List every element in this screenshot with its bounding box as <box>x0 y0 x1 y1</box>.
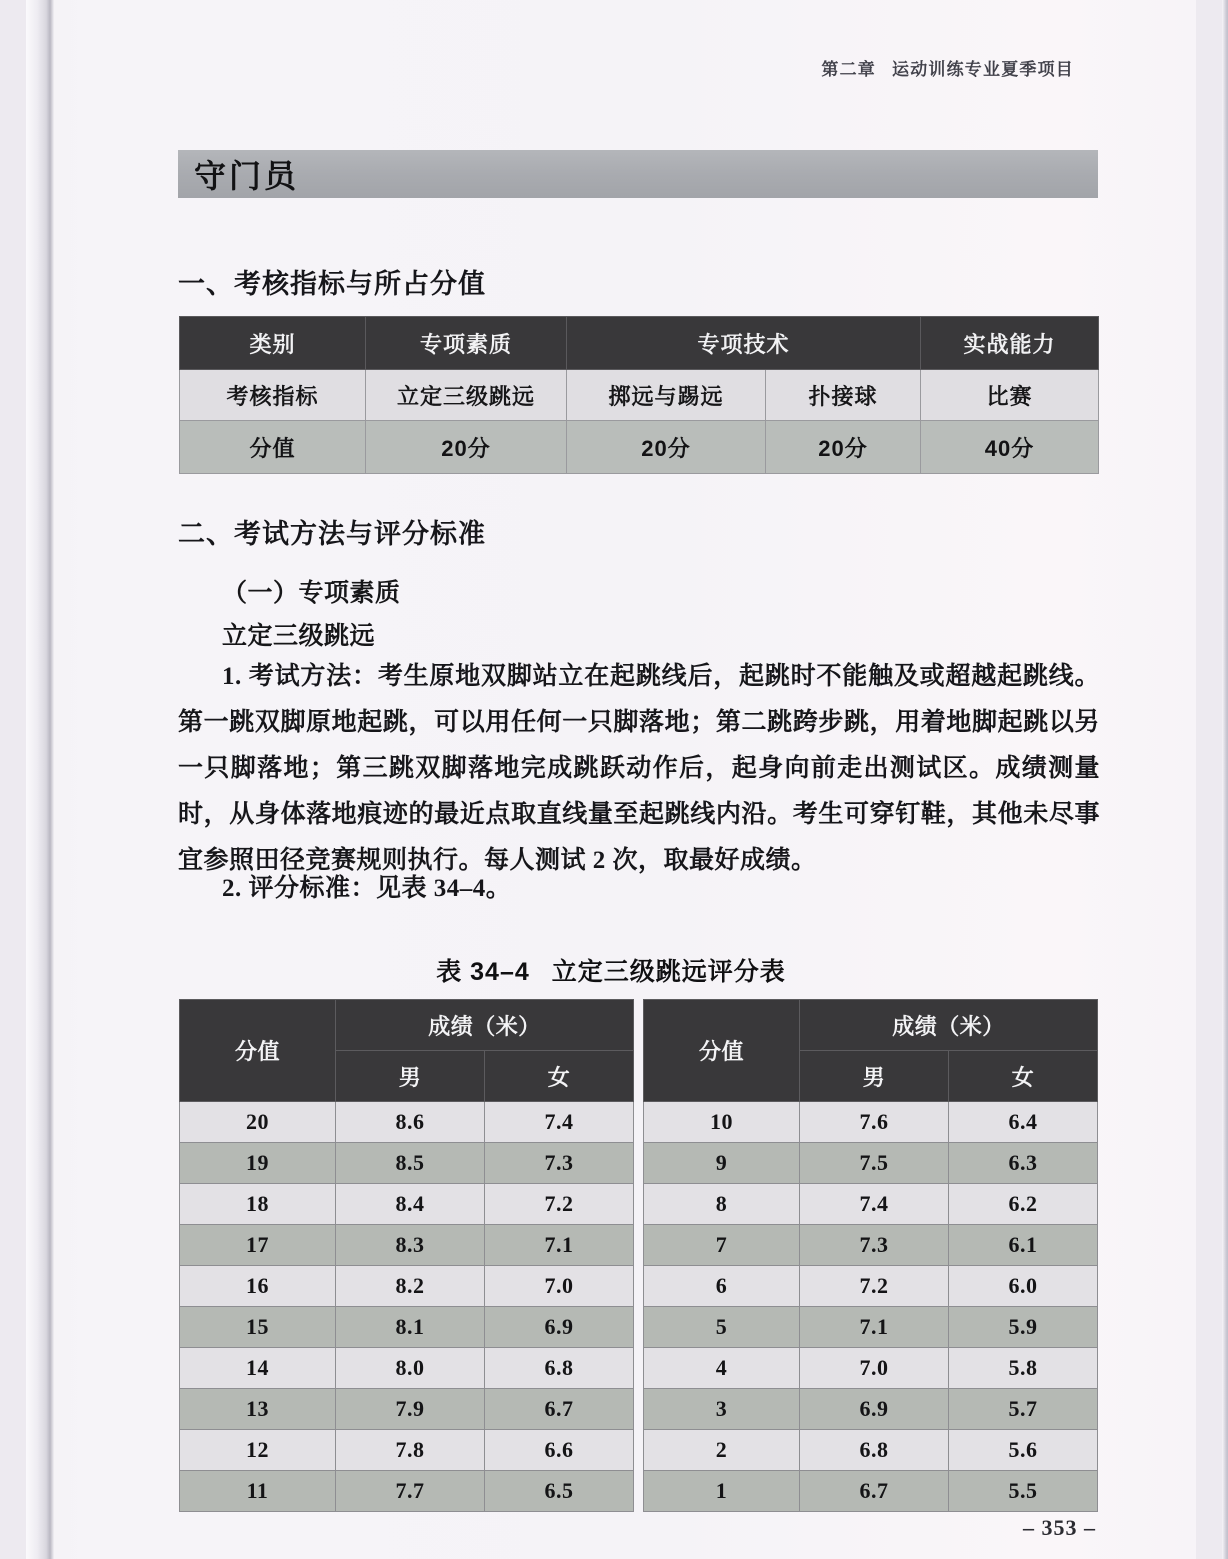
cell-score: 19 <box>180 1143 336 1184</box>
cell-female: 6.5 <box>485 1471 634 1512</box>
cell-special-quality: 专项素质 <box>366 317 567 370</box>
event-name-label: 立定三级跳远 <box>222 623 376 650</box>
running-header <box>821 55 1074 80</box>
cell-special-technique: 专项技术 <box>567 317 921 370</box>
table-row <box>180 317 1099 370</box>
header-result: 成绩（米） <box>336 1000 634 1051</box>
cell-male: 8.0 <box>336 1348 485 1389</box>
cell-female: 7.3 <box>485 1143 634 1184</box>
cell-male: 6.8 <box>800 1430 949 1471</box>
page-edge-right <box>1222 0 1228 1559</box>
cell-female: 6.9 <box>485 1307 634 1348</box>
cell-female: 5.5 <box>949 1471 1098 1512</box>
running-header-chapter: 第二章 <box>821 60 876 79</box>
cell-score: 8 <box>644 1184 800 1225</box>
cell-female: 6.7 <box>485 1389 634 1430</box>
cell-match-ability: 实战能力 <box>921 317 1099 370</box>
section-heading-2: 二、考试方法与评分标准 <box>178 519 486 549</box>
cell-male: 7.0 <box>800 1348 949 1389</box>
cell-female: 5.9 <box>949 1307 1098 1348</box>
score-table-right <box>643 999 1098 1512</box>
cell-score: 5 <box>644 1307 800 1348</box>
cell-male: 8.2 <box>336 1266 485 1307</box>
cell-female: 5.8 <box>949 1348 1098 1389</box>
header-score: 分值 <box>180 1000 336 1102</box>
cell-female: 6.2 <box>949 1184 1098 1225</box>
cell-female: 7.4 <box>485 1102 634 1143</box>
caption-number: 表 34–4 <box>436 958 530 986</box>
cell-points-catching: 20分 <box>766 421 921 474</box>
page-edge-left <box>26 0 54 1559</box>
cell-indicator-label: 考核指标 <box>180 370 366 421</box>
table-row <box>644 1471 1098 1512</box>
cell-male: 8.5 <box>336 1143 485 1184</box>
cell-indicator-match: 比赛 <box>921 370 1099 421</box>
score-table-left-body <box>180 1102 634 1512</box>
cell-points-throw-kick: 20分 <box>567 421 766 474</box>
cell-female: 6.3 <box>949 1143 1098 1184</box>
cell-male: 7.9 <box>336 1389 485 1430</box>
header-female: 女 <box>949 1051 1098 1102</box>
table-header-row <box>180 1000 634 1051</box>
cell-male: 6.9 <box>800 1389 949 1430</box>
cell-indicator-catching: 扑接球 <box>766 370 921 421</box>
page-title: 守门员 <box>194 158 300 194</box>
table-row <box>644 1430 1098 1471</box>
score-table-right-body <box>644 1102 1098 1512</box>
table-row <box>180 370 1099 421</box>
table-row <box>644 1143 1098 1184</box>
cell-points-match: 40分 <box>921 421 1099 474</box>
cell-male: 7.7 <box>336 1471 485 1512</box>
cell-female: 6.4 <box>949 1102 1098 1143</box>
cell-female: 7.0 <box>485 1266 634 1307</box>
cell-score: 10 <box>644 1102 800 1143</box>
score-tables-container <box>179 999 1098 1512</box>
cell-indicator-throw-kick: 掷远与踢远 <box>567 370 766 421</box>
table-row <box>180 1184 634 1225</box>
cell-male: 7.6 <box>800 1102 949 1143</box>
cell-male: 7.5 <box>800 1143 949 1184</box>
section-heading-1: 一、考核指标与所占分值 <box>178 269 486 299</box>
score-table-caption <box>26 952 1196 988</box>
table-row <box>180 1266 634 1307</box>
header-score: 分值 <box>644 1000 800 1102</box>
cell-female: 6.8 <box>485 1348 634 1389</box>
cell-male: 8.4 <box>336 1184 485 1225</box>
table-row <box>644 1102 1098 1143</box>
cell-male: 6.7 <box>800 1471 949 1512</box>
cell-female: 6.0 <box>949 1266 1098 1307</box>
cell-score: 17 <box>180 1225 336 1266</box>
subsection-heading: （一）专项素质 <box>222 579 401 607</box>
cell-score: 2 <box>644 1430 800 1471</box>
table-row <box>180 1348 634 1389</box>
cell-score: 9 <box>644 1143 800 1184</box>
cell-score: 3 <box>644 1389 800 1430</box>
score-table-left <box>179 999 634 1512</box>
cell-score: 18 <box>180 1184 336 1225</box>
table-row <box>644 1266 1098 1307</box>
table-row <box>180 1430 634 1471</box>
cell-male: 7.3 <box>800 1225 949 1266</box>
header-female: 女 <box>485 1051 634 1102</box>
table-row <box>644 1389 1098 1430</box>
table-row <box>180 421 1099 474</box>
cell-female: 5.7 <box>949 1389 1098 1430</box>
cell-female: 5.6 <box>949 1430 1098 1471</box>
table-row <box>180 1471 634 1512</box>
table-row <box>180 1307 634 1348</box>
table-row <box>644 1225 1098 1266</box>
cell-male: 7.2 <box>800 1266 949 1307</box>
cell-score: 7 <box>644 1225 800 1266</box>
table-row <box>180 1225 634 1266</box>
cell-points-triple-jump: 20分 <box>366 421 567 474</box>
cell-male: 7.8 <box>336 1430 485 1471</box>
cell-score: 4 <box>644 1348 800 1389</box>
cell-score: 6 <box>644 1266 800 1307</box>
page-number: – 353 – <box>1023 1515 1096 1540</box>
cell-male: 7.1 <box>800 1307 949 1348</box>
running-header-title: 运动训练专业夏季项目 <box>892 60 1074 79</box>
cell-male: 8.1 <box>336 1307 485 1348</box>
cell-score: 13 <box>180 1389 336 1430</box>
cell-score: 12 <box>180 1430 336 1471</box>
cell-score: 1 <box>644 1471 800 1512</box>
cell-score: 16 <box>180 1266 336 1307</box>
header-male: 男 <box>800 1051 949 1102</box>
cell-score: 11 <box>180 1471 336 1512</box>
cell-points-label: 分值 <box>180 421 366 474</box>
cell-female: 7.2 <box>485 1184 634 1225</box>
cell-male: 8.3 <box>336 1225 485 1266</box>
table-row <box>644 1307 1098 1348</box>
header-result: 成绩（米） <box>800 1000 1098 1051</box>
paragraph-test-method: 1. 考试方法：考生原地双脚站立在起跳线后，起跳时不能触及或超越起跳线。第一跳双脚原地起跳，可以用任何一只脚落地；第二跳跨步跳，用着地脚起跳以另一只脚落地；第三跳双脚落地完成跳跃动作后，起身向前走出测试区。成绩测量时，从身体落地痕迹的最近点取直线量至起跳线内沿。考生可穿钉鞋，其他未尽事宜参照田径竞赛规则执行。每人测试 2 次，取最好成绩。 <box>178 663 1100 874</box>
table-row <box>644 1348 1098 1389</box>
cell-score: 20 <box>180 1102 336 1143</box>
table-row <box>180 1102 634 1143</box>
caption-title: 立定三级跳远评分表 <box>551 958 786 986</box>
header-male: 男 <box>336 1051 485 1102</box>
cell-female: 6.6 <box>485 1430 634 1471</box>
cell-female: 6.1 <box>949 1225 1098 1266</box>
cell-male: 7.4 <box>800 1184 949 1225</box>
cell-male: 8.6 <box>336 1102 485 1143</box>
document-page <box>26 0 1196 1559</box>
cell-score: 14 <box>180 1348 336 1389</box>
table-row <box>180 1143 634 1184</box>
cell-category-label: 类别 <box>180 317 366 370</box>
cell-female: 7.1 <box>485 1225 634 1266</box>
table-row <box>180 1389 634 1430</box>
table-header-row <box>644 1000 1098 1051</box>
table-row <box>644 1184 1098 1225</box>
banner-title-bar <box>178 150 1098 198</box>
cell-indicator-triple-jump: 立定三级跳远 <box>366 370 567 421</box>
cell-score: 15 <box>180 1307 336 1348</box>
paragraph-scoring-standard: 2. 评分标准：见表 34–4。 <box>222 875 512 902</box>
indicators-table <box>179 316 1099 474</box>
